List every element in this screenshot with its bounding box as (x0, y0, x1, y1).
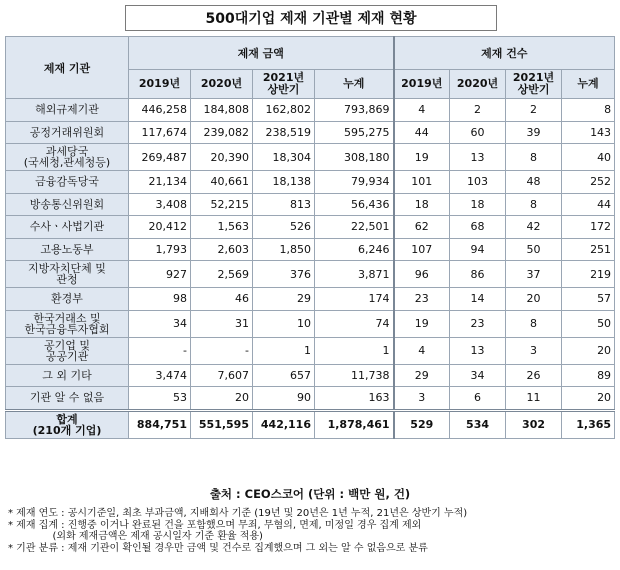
count-cell: 101 (394, 171, 450, 194)
amount-cell: 1 (253, 337, 315, 364)
count-cell: 94 (450, 238, 506, 261)
count-cell: 19 (394, 310, 450, 337)
amount-cell: 2,603 (191, 238, 253, 261)
amount-cell: 52,215 (191, 193, 253, 216)
row-label: 공정거래위원회 (6, 121, 129, 144)
count-year-header: 2019년 (394, 70, 450, 99)
table-row (6, 288, 615, 311)
amount-cell: 174 (315, 288, 394, 311)
table-row (6, 310, 615, 337)
amount-cell: 22,501 (315, 216, 394, 239)
count-cell: 252 (562, 171, 615, 194)
amount-cell: - (191, 337, 253, 364)
count-cell: 6 (450, 387, 506, 411)
count-cell: 103 (450, 171, 506, 194)
amount-group-header: 제재 금액 (129, 37, 394, 70)
row-label: 공기업 및 공공기관 (6, 337, 129, 364)
count-cell: 96 (394, 261, 450, 288)
table-row (6, 364, 615, 387)
row-label: 지방자치단체 및 관청 (6, 261, 129, 288)
count-cell: 34 (450, 364, 506, 387)
table-row (6, 216, 615, 239)
amount-cell: 3,871 (315, 261, 394, 288)
amount-cell: 376 (253, 261, 315, 288)
amount-cell: 1,878,461 (315, 410, 394, 438)
count-cell: 20 (562, 387, 615, 411)
count-cell: 4 (394, 337, 450, 364)
amount-cell: 21,134 (129, 171, 191, 194)
amount-cell: 20 (191, 387, 253, 411)
footnote-line: (외화 제재금액은 제재 공시일자 기준 환율 적용) (8, 531, 263, 542)
count-cell: 26 (506, 364, 562, 387)
count-cell: 8 (506, 144, 562, 171)
amount-cell: 74 (315, 310, 394, 337)
count-cell: 60 (450, 121, 506, 144)
amount-cell: 56,436 (315, 193, 394, 216)
amount-cell: 793,869 (315, 99, 394, 122)
count-cell: 23 (394, 288, 450, 311)
source-note: 출처 : CEO스코어 (단위 : 백만 원, 건) (209, 487, 411, 501)
amount-cell: 813 (253, 193, 315, 216)
count-cell: 2 (506, 99, 562, 122)
count-cell: 2 (450, 99, 506, 122)
table-row (6, 99, 615, 122)
count-cell: 14 (450, 288, 506, 311)
row-label: 고용노동부 (6, 238, 129, 261)
count-cell: 13 (450, 144, 506, 171)
count-cell: 11 (506, 387, 562, 411)
count-cell: 89 (562, 364, 615, 387)
count-cell: 50 (562, 310, 615, 337)
count-cell: 4 (394, 99, 450, 122)
count-cell: 534 (450, 410, 506, 438)
count-cell: 143 (562, 121, 615, 144)
amount-cell: 53 (129, 387, 191, 411)
amount-cell: 442,116 (253, 410, 315, 438)
amount-cell: 551,595 (191, 410, 253, 438)
amount-cell: - (129, 337, 191, 364)
count-cell: 44 (562, 193, 615, 216)
row-label: 합계 (210개 기업) (6, 410, 129, 438)
table-row (6, 144, 615, 171)
count-cell: 19 (394, 144, 450, 171)
amount-cell: 2,569 (191, 261, 253, 288)
count-cell: 20 (562, 337, 615, 364)
count-cell: 8 (506, 310, 562, 337)
count-cell: 3 (506, 337, 562, 364)
amount-cell: 20,412 (129, 216, 191, 239)
count-cell: 39 (506, 121, 562, 144)
amount-cell: 3,474 (129, 364, 191, 387)
amount-year-header: 2020년 (191, 70, 253, 99)
amount-cell: 308,180 (315, 144, 394, 171)
count-cell: 219 (562, 261, 615, 288)
amount-cell: 40,661 (191, 171, 253, 194)
amount-cell: 18,138 (253, 171, 315, 194)
amount-cell: 10 (253, 310, 315, 337)
amount-year-header: 2019년 (129, 70, 191, 99)
amount-cell: 3,408 (129, 193, 191, 216)
amount-year-header: 2021년 상반기 (253, 70, 315, 99)
table-row (6, 238, 615, 261)
amount-cell: 657 (253, 364, 315, 387)
count-cell: 3 (394, 387, 450, 411)
count-cell: 23 (450, 310, 506, 337)
row-label: 금융감독당국 (6, 171, 129, 194)
count-cell: 68 (450, 216, 506, 239)
footnotes (8, 508, 616, 554)
count-cell: 29 (394, 364, 450, 387)
amount-cell: 1,850 (253, 238, 315, 261)
row-label: 기관 알 수 없음 (6, 387, 129, 411)
row-label: 그 외 기타 (6, 364, 129, 387)
amount-cell: 6,246 (315, 238, 394, 261)
amount-cell: 90 (253, 387, 315, 411)
count-year-header: 누계 (562, 70, 615, 99)
count-group-header: 제재 건수 (394, 37, 615, 70)
amount-cell: 184,808 (191, 99, 253, 122)
table-row (6, 387, 615, 411)
page-title: 500대기업 제재 기관별 제재 현황 (125, 5, 497, 31)
amount-cell: 595,275 (315, 121, 394, 144)
amount-cell: 34 (129, 310, 191, 337)
amount-cell: 46 (191, 288, 253, 311)
count-cell: 48 (506, 171, 562, 194)
count-cell: 57 (562, 288, 615, 311)
amount-cell: 1,793 (129, 238, 191, 261)
count-cell: 172 (562, 216, 615, 239)
count-cell: 37 (506, 261, 562, 288)
amount-cell: 20,390 (191, 144, 253, 171)
count-cell: 8 (562, 99, 615, 122)
row-label: 한국거래소 및 한국금융투자협회 (6, 310, 129, 337)
amount-cell: 18,304 (253, 144, 315, 171)
count-year-header: 2021년 상반기 (506, 70, 562, 99)
amount-year-header: 누계 (315, 70, 394, 99)
table-row (6, 193, 615, 216)
amount-cell: 526 (253, 216, 315, 239)
row-label: 방송통신위원회 (6, 193, 129, 216)
amount-cell: 98 (129, 288, 191, 311)
count-cell: 302 (506, 410, 562, 438)
amount-cell: 7,607 (191, 364, 253, 387)
count-cell: 62 (394, 216, 450, 239)
count-year-header: 2020년 (450, 70, 506, 99)
table-row (6, 261, 615, 288)
amount-cell: 269,487 (129, 144, 191, 171)
count-cell: 18 (394, 193, 450, 216)
table-row (6, 171, 615, 194)
count-cell: 8 (506, 193, 562, 216)
amount-cell: 1,563 (191, 216, 253, 239)
count-cell: 529 (394, 410, 450, 438)
amount-cell: 79,934 (315, 171, 394, 194)
amount-cell: 239,082 (191, 121, 253, 144)
amount-cell: 163 (315, 387, 394, 411)
row-label: 환경부 (6, 288, 129, 311)
count-cell: 1,365 (562, 410, 615, 438)
row-label: 해외규제기관 (6, 99, 129, 122)
footnote-line: * 제재 연도 : 공시기준일, 최초 부과금액, 지배회사 기준 (19년 및 20년은 1년 누적, 21년은 상반기 누적) (8, 508, 468, 519)
amount-cell: 238,519 (253, 121, 315, 144)
amount-cell: 11,738 (315, 364, 394, 387)
amount-cell: 29 (253, 288, 315, 311)
org-header: 제재 기관 (6, 37, 129, 99)
amount-cell: 31 (191, 310, 253, 337)
count-cell: 13 (450, 337, 506, 364)
count-cell: 50 (506, 238, 562, 261)
count-cell: 251 (562, 238, 615, 261)
count-cell: 20 (506, 288, 562, 311)
footnote-line: * 제재 집계 : 진행중 이거나 완료된 건을 포함했으며 무죄, 무혐의, 면제, 미정일 경우 집계 제외 (8, 519, 422, 531)
count-cell: 107 (394, 238, 450, 261)
row-label: 수사ㆍ사법기관 (6, 216, 129, 239)
table-row (6, 410, 615, 438)
amount-cell: 1 (315, 337, 394, 364)
table-row (6, 337, 615, 364)
amount-cell: 927 (129, 261, 191, 288)
amount-cell: 884,751 (129, 410, 191, 438)
count-cell: 44 (394, 121, 450, 144)
count-cell: 86 (450, 261, 506, 288)
count-cell: 18 (450, 193, 506, 216)
count-cell: 42 (506, 216, 562, 239)
sanction-table (5, 36, 615, 439)
row-label: 과세당국 (국세청,관세청등) (6, 144, 129, 171)
footnote-line: * 기관 분류 : 제재 기관이 확인될 경우만 금액 및 건수로 집계했으며 그 외는 알 수 없음으로 분류 (8, 542, 428, 554)
table-row (6, 121, 615, 144)
amount-cell: 162,802 (253, 99, 315, 122)
count-cell: 40 (562, 144, 615, 171)
amount-cell: 446,258 (129, 99, 191, 122)
amount-cell: 117,674 (129, 121, 191, 144)
